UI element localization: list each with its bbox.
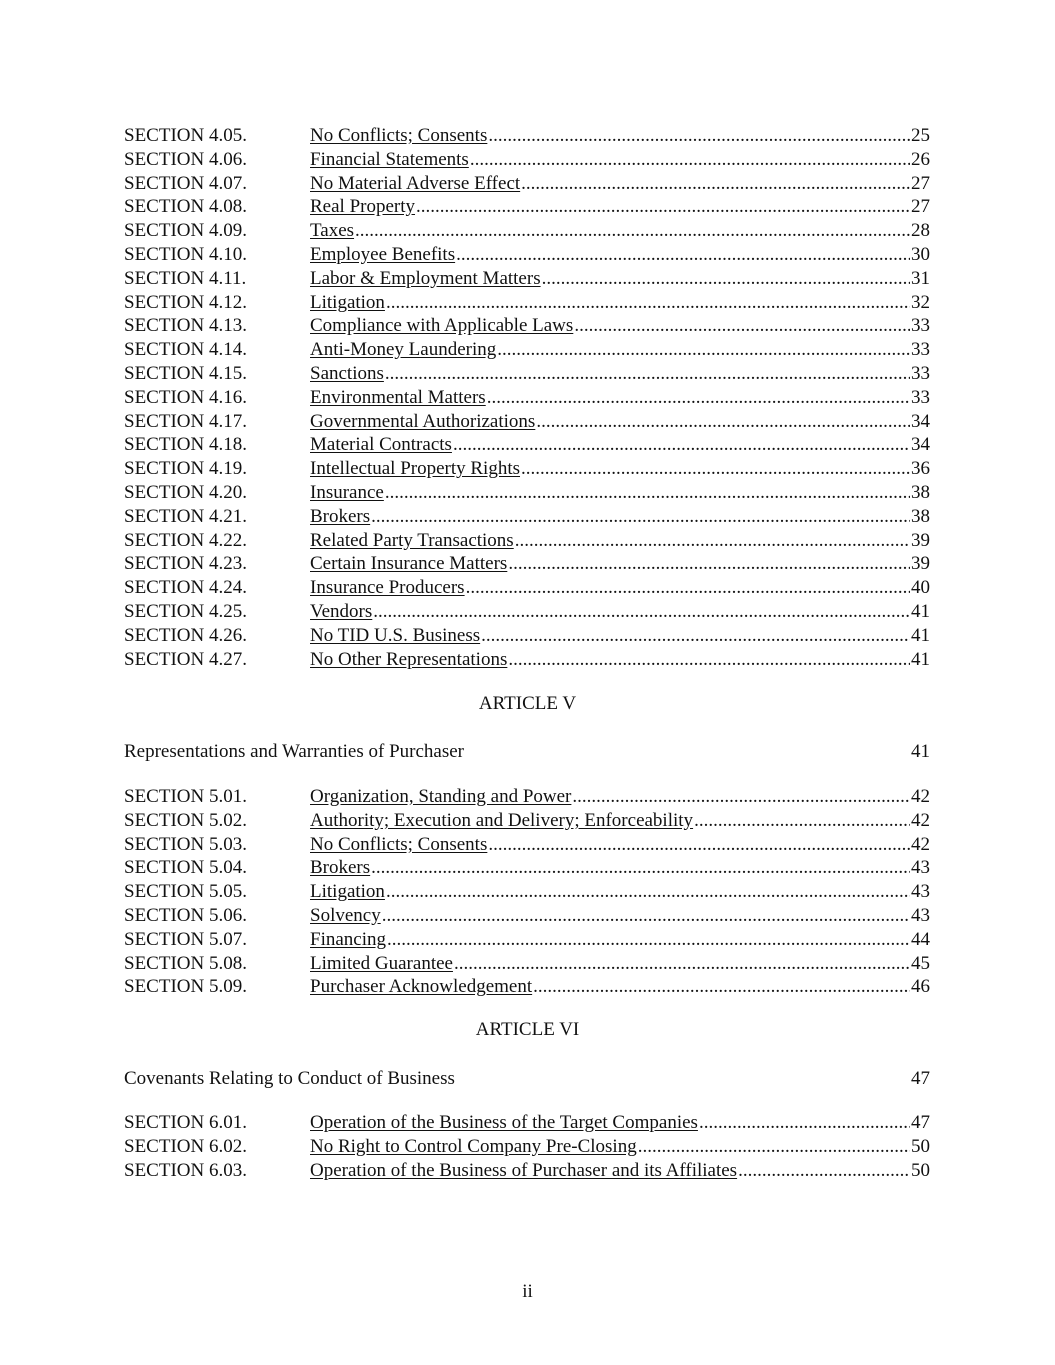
section-number: SECTION 4.09. bbox=[124, 220, 247, 242]
section-title-leader bbox=[310, 529, 911, 553]
toc-entry[interactable] bbox=[124, 600, 930, 624]
section-title-link[interactable]: Related Party Transactions bbox=[310, 529, 514, 551]
section-title-leader bbox=[310, 624, 911, 648]
dot-leader bbox=[453, 433, 910, 457]
article-5-caption bbox=[124, 740, 930, 764]
toc-entry[interactable] bbox=[124, 648, 930, 672]
section-page-number: 38 bbox=[911, 481, 930, 503]
article-4-section-list bbox=[124, 124, 930, 671]
section-page-number: 50 bbox=[911, 1159, 930, 1181]
dot-leader bbox=[385, 481, 910, 505]
section-title-link[interactable]: Employee Benefits bbox=[310, 243, 456, 265]
section-title-leader bbox=[310, 410, 911, 434]
section-title-link[interactable]: Compliance with Applicable Laws bbox=[310, 315, 574, 337]
section-page-number: 36 bbox=[911, 458, 930, 480]
dot-leader bbox=[382, 904, 910, 928]
toc-entry[interactable] bbox=[124, 362, 930, 386]
section-number: SECTION 4.25. bbox=[124, 600, 247, 622]
toc-entry[interactable] bbox=[124, 433, 930, 457]
toc-entry[interactable] bbox=[124, 481, 930, 505]
section-title-link[interactable]: Financing bbox=[310, 928, 386, 950]
dot-leader bbox=[371, 856, 910, 880]
section-title-link[interactable]: Financial Statements bbox=[310, 148, 469, 170]
toc-entry[interactable] bbox=[124, 952, 930, 976]
section-page-number: 33 bbox=[911, 339, 930, 361]
section-page-number: 45 bbox=[911, 952, 930, 974]
toc-entry[interactable] bbox=[124, 148, 930, 172]
section-page-number: 44 bbox=[911, 928, 930, 950]
toc-entry[interactable] bbox=[124, 219, 930, 243]
dot-leader bbox=[533, 975, 910, 999]
section-page-number: 30 bbox=[911, 243, 930, 265]
toc-entry[interactable] bbox=[124, 809, 930, 833]
section-title-link[interactable]: Insurance bbox=[310, 481, 384, 503]
section-page-number: 42 bbox=[911, 786, 930, 807]
section-title-link[interactable]: Environmental Matters bbox=[310, 386, 486, 408]
article-6-caption-page: 47 bbox=[911, 1068, 930, 1089]
article-5-heading: ARTICLE V bbox=[478, 693, 577, 714]
section-number: SECTION 5.02. bbox=[124, 809, 247, 831]
section-title-leader bbox=[310, 433, 911, 457]
section-page-number: 34 bbox=[911, 410, 930, 432]
dot-leader bbox=[508, 648, 910, 672]
dot-leader bbox=[521, 172, 910, 196]
article-6-heading: ARTICLE VI bbox=[475, 1019, 580, 1040]
section-number: SECTION 4.07. bbox=[124, 172, 247, 194]
section-title-leader bbox=[310, 195, 911, 219]
section-number: SECTION 4.23. bbox=[124, 553, 247, 575]
dot-leader bbox=[508, 552, 910, 576]
section-page-number: 40 bbox=[911, 577, 930, 599]
section-number: SECTION 5.01. bbox=[124, 786, 247, 807]
dot-leader bbox=[487, 386, 910, 410]
section-page-number: 42 bbox=[911, 833, 930, 855]
section-number: SECTION 6.01. bbox=[124, 1112, 247, 1133]
section-title-link[interactable]: Litigation bbox=[310, 291, 385, 313]
toc-entry[interactable] bbox=[124, 880, 930, 904]
article-6-section-list bbox=[124, 1111, 930, 1182]
dot-leader bbox=[456, 243, 910, 267]
dot-leader bbox=[515, 529, 910, 553]
section-number: SECTION 4.11. bbox=[124, 267, 247, 289]
section-title-leader bbox=[310, 243, 911, 267]
article-6-caption bbox=[124, 1067, 930, 1091]
section-number: SECTION 4.17. bbox=[124, 410, 247, 432]
section-title-link[interactable]: Sanctions bbox=[310, 362, 384, 384]
section-title-leader bbox=[310, 1135, 911, 1159]
section-number: SECTION 4.14. bbox=[124, 339, 247, 361]
section-page-number: 46 bbox=[911, 976, 930, 998]
section-number: SECTION 4.08. bbox=[124, 196, 247, 218]
section-page-number: 32 bbox=[911, 291, 930, 313]
section-page-number: 43 bbox=[911, 857, 930, 879]
toc-entry[interactable] bbox=[124, 195, 930, 219]
dot-leader bbox=[488, 833, 910, 857]
dot-leader bbox=[481, 624, 910, 648]
toc-entry[interactable] bbox=[124, 457, 930, 481]
section-number: SECTION 4.26. bbox=[124, 624, 247, 646]
section-title-leader bbox=[310, 314, 911, 338]
toc-entry[interactable] bbox=[124, 124, 930, 148]
section-number: SECTION 4.06. bbox=[124, 148, 247, 170]
section-title-link[interactable]: No Material Adverse Effect bbox=[310, 172, 521, 194]
section-number: SECTION 4.13. bbox=[124, 315, 247, 337]
section-page-number: 33 bbox=[911, 386, 930, 408]
dot-leader bbox=[738, 1159, 910, 1183]
section-title-link[interactable]: Certain Insurance Matters bbox=[310, 553, 508, 575]
dot-leader bbox=[694, 809, 910, 833]
section-page-number: 33 bbox=[911, 315, 930, 337]
section-page-number: 50 bbox=[911, 1135, 930, 1157]
toc-entry[interactable] bbox=[124, 904, 930, 928]
section-title-leader bbox=[310, 880, 911, 904]
section-page-number: 34 bbox=[911, 434, 930, 456]
dot-leader bbox=[497, 338, 910, 362]
dot-leader bbox=[385, 362, 910, 386]
dot-leader bbox=[699, 1111, 910, 1135]
dot-leader bbox=[638, 1135, 910, 1159]
section-title-link[interactable]: Solvency bbox=[310, 904, 381, 926]
section-page-number: 43 bbox=[911, 881, 930, 903]
toc-entry[interactable] bbox=[124, 856, 930, 880]
toc-entry[interactable] bbox=[124, 172, 930, 196]
section-title-link[interactable]: No Other Representations bbox=[310, 648, 508, 670]
section-title-link[interactable]: Governmental Authorizations bbox=[310, 410, 536, 432]
section-title-link[interactable]: Intellectual Property Rights bbox=[310, 458, 521, 480]
section-page-number: 33 bbox=[911, 362, 930, 384]
section-title-leader bbox=[310, 856, 911, 880]
section-number: SECTION 4.18. bbox=[124, 434, 247, 456]
section-title-leader bbox=[310, 576, 911, 600]
toc-entry[interactable] bbox=[124, 624, 930, 648]
section-title-leader bbox=[310, 785, 911, 809]
dot-leader bbox=[470, 148, 910, 172]
section-title-leader bbox=[310, 148, 911, 172]
section-title-leader bbox=[310, 481, 911, 505]
dot-leader bbox=[416, 195, 910, 219]
section-page-number: 38 bbox=[911, 505, 930, 527]
section-page-number: 43 bbox=[911, 904, 930, 926]
section-title-link[interactable]: No Right to Control Company Pre-Closing bbox=[310, 1135, 637, 1157]
section-page-number: 27 bbox=[911, 196, 930, 218]
section-title-link[interactable]: Litigation bbox=[310, 881, 385, 903]
section-title-leader bbox=[310, 505, 911, 529]
toc-entry[interactable] bbox=[124, 785, 930, 809]
section-page-number: 27 bbox=[911, 172, 930, 194]
section-number: SECTION 6.02. bbox=[124, 1135, 247, 1157]
toc-entry[interactable] bbox=[124, 833, 930, 857]
section-title-leader bbox=[310, 833, 911, 857]
toc-entry[interactable] bbox=[124, 975, 930, 999]
section-number: SECTION 5.03. bbox=[124, 833, 247, 855]
section-title-link[interactable]: Brokers bbox=[310, 505, 371, 527]
section-number: SECTION 5.04. bbox=[124, 857, 247, 879]
section-page-number: 41 bbox=[911, 648, 930, 670]
article-5-section-list bbox=[124, 785, 930, 999]
dot-leader bbox=[386, 291, 910, 315]
section-number: SECTION 4.12. bbox=[124, 291, 247, 313]
section-title-link[interactable]: Vendors bbox=[310, 600, 373, 622]
section-title-link[interactable]: Real Property bbox=[310, 196, 416, 218]
toc-entry[interactable] bbox=[124, 291, 930, 315]
dot-leader bbox=[466, 576, 910, 600]
dot-leader bbox=[454, 952, 910, 976]
section-title-link[interactable]: No Conflicts; Consents bbox=[310, 125, 488, 146]
dot-leader bbox=[386, 880, 910, 904]
section-number: SECTION 4.27. bbox=[124, 648, 247, 670]
section-number: SECTION 4.20. bbox=[124, 481, 247, 503]
dot-leader bbox=[572, 785, 910, 809]
section-title-leader bbox=[310, 267, 911, 291]
section-title-leader bbox=[310, 172, 911, 196]
section-title-leader bbox=[310, 362, 911, 386]
toc-entry[interactable] bbox=[124, 338, 930, 362]
section-number: SECTION 4.15. bbox=[124, 362, 247, 384]
section-title-link[interactable]: Anti-Money Laundering bbox=[310, 339, 497, 361]
section-title-leader bbox=[310, 904, 911, 928]
section-title-leader bbox=[310, 952, 911, 976]
section-number: SECTION 4.24. bbox=[124, 577, 247, 599]
section-number: SECTION 4.19. bbox=[124, 458, 247, 480]
section-title-link[interactable]: Taxes bbox=[310, 220, 355, 242]
dot-leader bbox=[521, 457, 910, 481]
toc-entry[interactable] bbox=[124, 314, 930, 338]
article-6-caption-title: Covenants Relating to Conduct of Business bbox=[124, 1068, 455, 1089]
toc-entry[interactable] bbox=[124, 505, 930, 529]
section-title-leader bbox=[310, 552, 911, 576]
section-title-leader bbox=[310, 600, 911, 624]
dot-leader bbox=[387, 928, 910, 952]
section-number: SECTION 5.07. bbox=[124, 928, 247, 950]
section-number: SECTION 5.09. bbox=[124, 976, 247, 998]
section-page-number: 31 bbox=[911, 267, 930, 289]
section-title-leader bbox=[310, 1159, 911, 1183]
toc-entry[interactable] bbox=[124, 410, 930, 434]
section-title-leader bbox=[310, 386, 911, 410]
section-number: SECTION 6.03. bbox=[124, 1159, 247, 1181]
toc-entry[interactable] bbox=[124, 243, 930, 267]
section-page-number: 47 bbox=[911, 1112, 930, 1133]
dot-leader bbox=[488, 124, 910, 148]
section-title-link[interactable]: No Conflicts; Consents bbox=[310, 833, 488, 855]
section-title-leader bbox=[310, 291, 911, 315]
toc-entry[interactable] bbox=[124, 552, 930, 576]
section-title-link[interactable]: Brokers bbox=[310, 857, 371, 879]
article-5-caption-page: 41 bbox=[911, 741, 930, 762]
toc-entry[interactable] bbox=[124, 529, 930, 553]
article-5-caption-title: Representations and Warranties of Purchaser bbox=[124, 741, 465, 762]
page-number-footer: ii bbox=[522, 1281, 533, 1302]
dot-leader bbox=[542, 267, 910, 291]
section-number: SECTION 4.16. bbox=[124, 386, 247, 408]
section-title-link[interactable]: Authority; Execution and Delivery; Enforceability bbox=[310, 809, 694, 831]
section-title-leader bbox=[310, 457, 911, 481]
toc-entry[interactable] bbox=[124, 1135, 930, 1159]
section-page-number: 39 bbox=[911, 553, 930, 575]
dot-leader bbox=[574, 314, 910, 338]
section-title-link[interactable]: Labor & Employment Matters bbox=[310, 267, 541, 289]
section-number: SECTION 5.05. bbox=[124, 881, 247, 903]
section-page-number: 41 bbox=[911, 600, 930, 622]
section-page-number: 42 bbox=[911, 809, 930, 831]
section-title-link[interactable]: Insurance Producers bbox=[310, 577, 465, 599]
section-number: SECTION 4.22. bbox=[124, 529, 247, 551]
section-number: SECTION 4.05. bbox=[124, 125, 247, 146]
section-title-link[interactable]: Purchaser Acknowledgement bbox=[310, 976, 533, 998]
section-title-leader bbox=[310, 975, 911, 999]
dot-leader bbox=[536, 410, 910, 434]
dot-leader bbox=[355, 219, 910, 243]
dot-leader bbox=[373, 600, 910, 624]
section-title-link[interactable]: Operation of the Business of the Target Companies bbox=[310, 1112, 698, 1133]
section-number: SECTION 4.10. bbox=[124, 243, 247, 265]
section-title-leader bbox=[310, 648, 911, 672]
section-title-link[interactable]: Organization, Standing and Power bbox=[310, 786, 572, 807]
section-page-number: 41 bbox=[911, 624, 930, 646]
section-title-leader bbox=[310, 338, 911, 362]
section-title-leader bbox=[310, 124, 911, 148]
section-number: SECTION 5.06. bbox=[124, 904, 247, 926]
toc-entry[interactable] bbox=[124, 267, 930, 291]
dot-leader bbox=[371, 505, 910, 529]
section-page-number: 39 bbox=[911, 529, 930, 551]
section-number: SECTION 5.08. bbox=[124, 952, 247, 974]
section-title-leader bbox=[310, 928, 911, 952]
section-title-leader bbox=[310, 1111, 911, 1135]
section-title-link[interactable]: Material Contracts bbox=[310, 434, 452, 456]
toc-entry[interactable] bbox=[124, 1111, 930, 1135]
section-title-leader bbox=[310, 809, 911, 833]
section-number: SECTION 4.21. bbox=[124, 505, 247, 527]
toc-entry[interactable] bbox=[124, 386, 930, 410]
toc-entry[interactable] bbox=[124, 576, 930, 600]
section-page-number: 28 bbox=[911, 220, 930, 242]
section-title-link[interactable]: No TID U.S. Business bbox=[310, 624, 481, 646]
section-page-number: 26 bbox=[911, 148, 930, 170]
section-title-link[interactable]: Operation of the Business of Purchaser and its Affiliates bbox=[310, 1159, 738, 1181]
toc-entry[interactable] bbox=[124, 928, 930, 952]
section-title-link[interactable]: Limited Guarantee bbox=[310, 952, 453, 974]
section-page-number: 25 bbox=[911, 125, 930, 146]
section-title-leader bbox=[310, 219, 911, 243]
toc-entry[interactable] bbox=[124, 1159, 930, 1183]
